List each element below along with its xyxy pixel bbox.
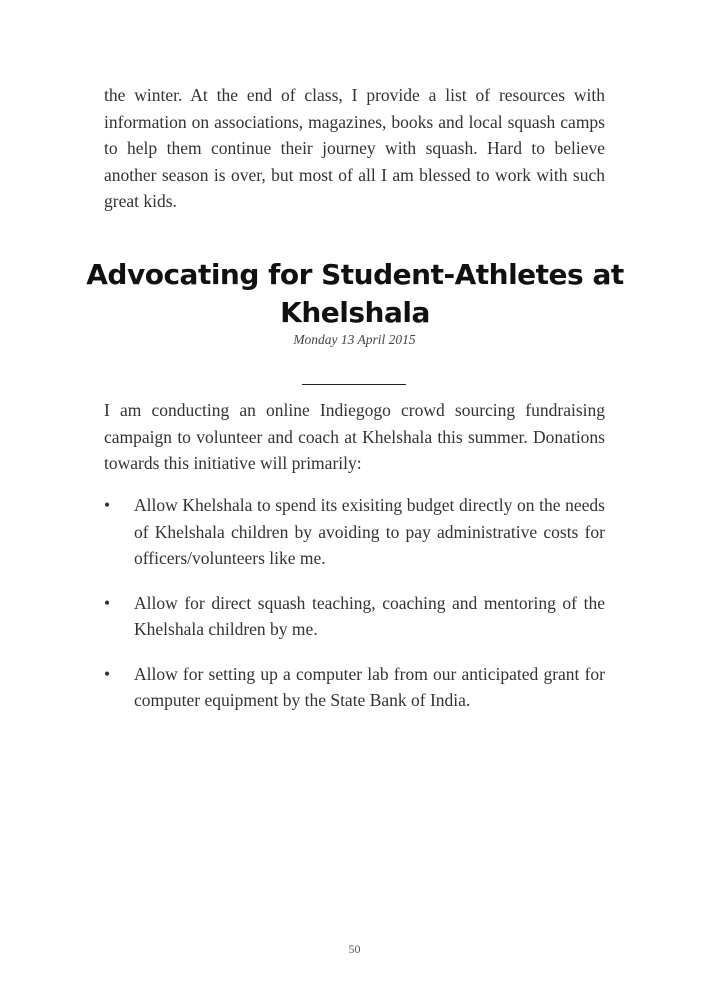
bullet-icon: •: [104, 663, 111, 684]
list-item-text: Allow for direct squash teaching, coaching and mentoring of the Khelshala children by me.: [134, 592, 605, 639]
article-date: Monday 13 April 2015: [293, 332, 416, 347]
list-item: [104, 661, 605, 714]
divider: [302, 384, 406, 385]
page-number: 50: [348, 942, 361, 956]
article-title: Advocating for Student-Athletes at Khelshala: [86, 258, 624, 329]
bullet-list: [104, 492, 605, 732]
bullet-icon: •: [104, 495, 111, 515]
list-item: [104, 492, 605, 572]
list-item-text: Allow for setting up a computer lab from our anticipated grant for computer equipment by the State Bank of India.: [134, 663, 605, 710]
intro-paragraph: the winter. At the end of class, I provide a list of resources with information on associations, magazines, books and local squash camps to help them continue their journey with squash. Hard to believe another season is over, but most of all I am blessed to work with such great kids.: [104, 85, 605, 211]
bullet-icon: •: [104, 592, 111, 613]
list-item-text: Allow Khelshala to spend its exisiting budget directly on the needs of Khelshala children by avoiding to pay administrative costs for officers/volunteers like me.: [134, 495, 605, 568]
article-paragraph: I am conducting an online Indiegogo crowd sourcing fundraising campaign to volunteer and coach at Khelshala this summer. Donations towards this initiative will primarily:: [104, 400, 605, 473]
list-item: [104, 590, 605, 643]
